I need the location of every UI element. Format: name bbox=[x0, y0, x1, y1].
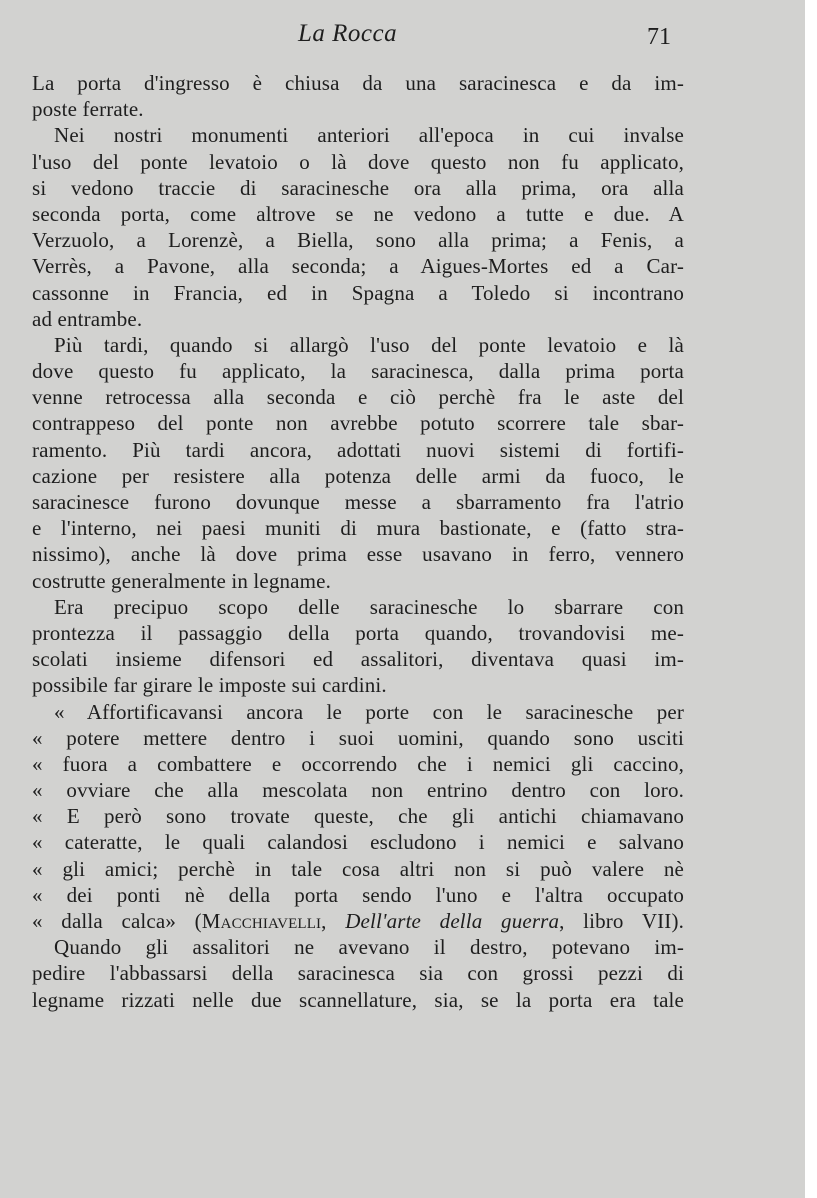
text-line: nissimo), anche là dove prima esse usavano in ferro, vennero bbox=[32, 542, 684, 567]
citation-author: Macchiavelli bbox=[201, 909, 322, 933]
quote-line: « gli amici; perchè in tale cosa altri non si può valere nè bbox=[32, 856, 684, 881]
text-line: seconda porta, come altrove se ne vedono a tutte e due. A bbox=[32, 201, 684, 226]
text-line: Quando gli assalitori ne avevano il destro, potevano im- bbox=[54, 935, 684, 960]
text-line: saracinesce furono dovunque messe a sbarramento fra l'atrio bbox=[32, 490, 684, 514]
citation-line bbox=[32, 908, 684, 934]
quote-line: « dei ponti nè della porta sendo l'uno e l'altra occupato bbox=[32, 882, 684, 907]
text-line: Nei nostri monumenti anteriori all'epoca in cui invalse bbox=[54, 123, 684, 148]
text-line: La porta d'ingresso è chiusa da una saracinesca e da im- bbox=[32, 71, 684, 95]
quote-line: « fuora a combattere e occorrendo che i nemici gli caccino, bbox=[32, 751, 684, 776]
text-line: contrappeso del ponte non avrebbe potuto scorrere tale sbar- bbox=[32, 411, 684, 436]
text-line: poste ferrate. bbox=[32, 97, 144, 122]
text-line: prontezza il passaggio della porta quando, trovandovisi me- bbox=[32, 620, 684, 645]
text-line: venne retrocessa alla seconda e ciò perchè fra le aste del bbox=[32, 385, 684, 410]
text-line: ramento. Più tardi ancora, adottati nuovi sistemi di fortifi- bbox=[32, 437, 684, 462]
text-line: cazione per resistere alla potenza delle armi da fuoco, le bbox=[32, 463, 684, 488]
text-line: Verrès, a Pavone, alla seconda; a Aigues-Mortes ed a Car- bbox=[32, 254, 684, 279]
quote-line: « ovviare che alla mescolata non entrino dentro con loro. bbox=[32, 778, 684, 803]
text-line: e l'interno, nei paesi muniti di mura bastionate, e (fatto stra- bbox=[32, 516, 684, 541]
running-title: La Rocca bbox=[298, 20, 398, 47]
text-line: Era precipuo scopo delle saracinesche lo sbarrare con bbox=[54, 594, 684, 619]
citation-lead: « dalla calca» ( bbox=[32, 909, 202, 933]
text-line: si vedono traccie di saracinesche ora alla prima, ora alla bbox=[32, 175, 684, 200]
text-line: cassonne in Francia, ed in Spagna a Toledo si incontrano bbox=[32, 280, 684, 305]
text-line: pedire l'abbassarsi della saracinesca sia con grossi pezzi di bbox=[32, 961, 684, 986]
text-line: l'uso del ponte levatoio o là dove questo non fu applicato, bbox=[32, 149, 684, 174]
citation-tail: , libro VII). bbox=[559, 909, 684, 933]
text-line: scolati insieme difensori ed assalitori, diventava quasi im- bbox=[32, 647, 684, 672]
citation-work: Dell'arte della guerra bbox=[345, 909, 560, 933]
text-line: ad entrambe. bbox=[32, 306, 143, 331]
citation-comma: , bbox=[321, 909, 346, 933]
quote-line: « E però sono trovate queste, che gli antichi chiamavano bbox=[32, 804, 684, 829]
text-line: Verzuolo, a Lorenzè, a Biella, sono alla prima; a Fenis, a bbox=[32, 228, 684, 253]
text-line: possibile far girare le imposte sui cardini. bbox=[32, 673, 387, 698]
quote-line: « potere mettere dentro i suoi uomini, quando sono usciti bbox=[32, 725, 684, 750]
page-header bbox=[0, 18, 805, 54]
text-line: Più tardi, quando si allargò l'uso del ponte levatoio e là bbox=[54, 332, 684, 357]
quote-line: « Affortificavansi ancora le porte con le saracinesche per bbox=[54, 699, 684, 724]
text-line: dove questo fu applicato, la saracinesca, dalla prima porta bbox=[32, 359, 684, 384]
body-text bbox=[32, 70, 684, 1013]
text-line: costrutte generalmente in legname. bbox=[32, 568, 331, 593]
quote-line: « cateratte, le quali calandosi escludono i nemici e salvano bbox=[32, 830, 684, 855]
page-number: 71 bbox=[647, 24, 671, 50]
text-line: legname rizzati nelle due scannellature, sia, se la porta era tale bbox=[32, 987, 684, 1012]
